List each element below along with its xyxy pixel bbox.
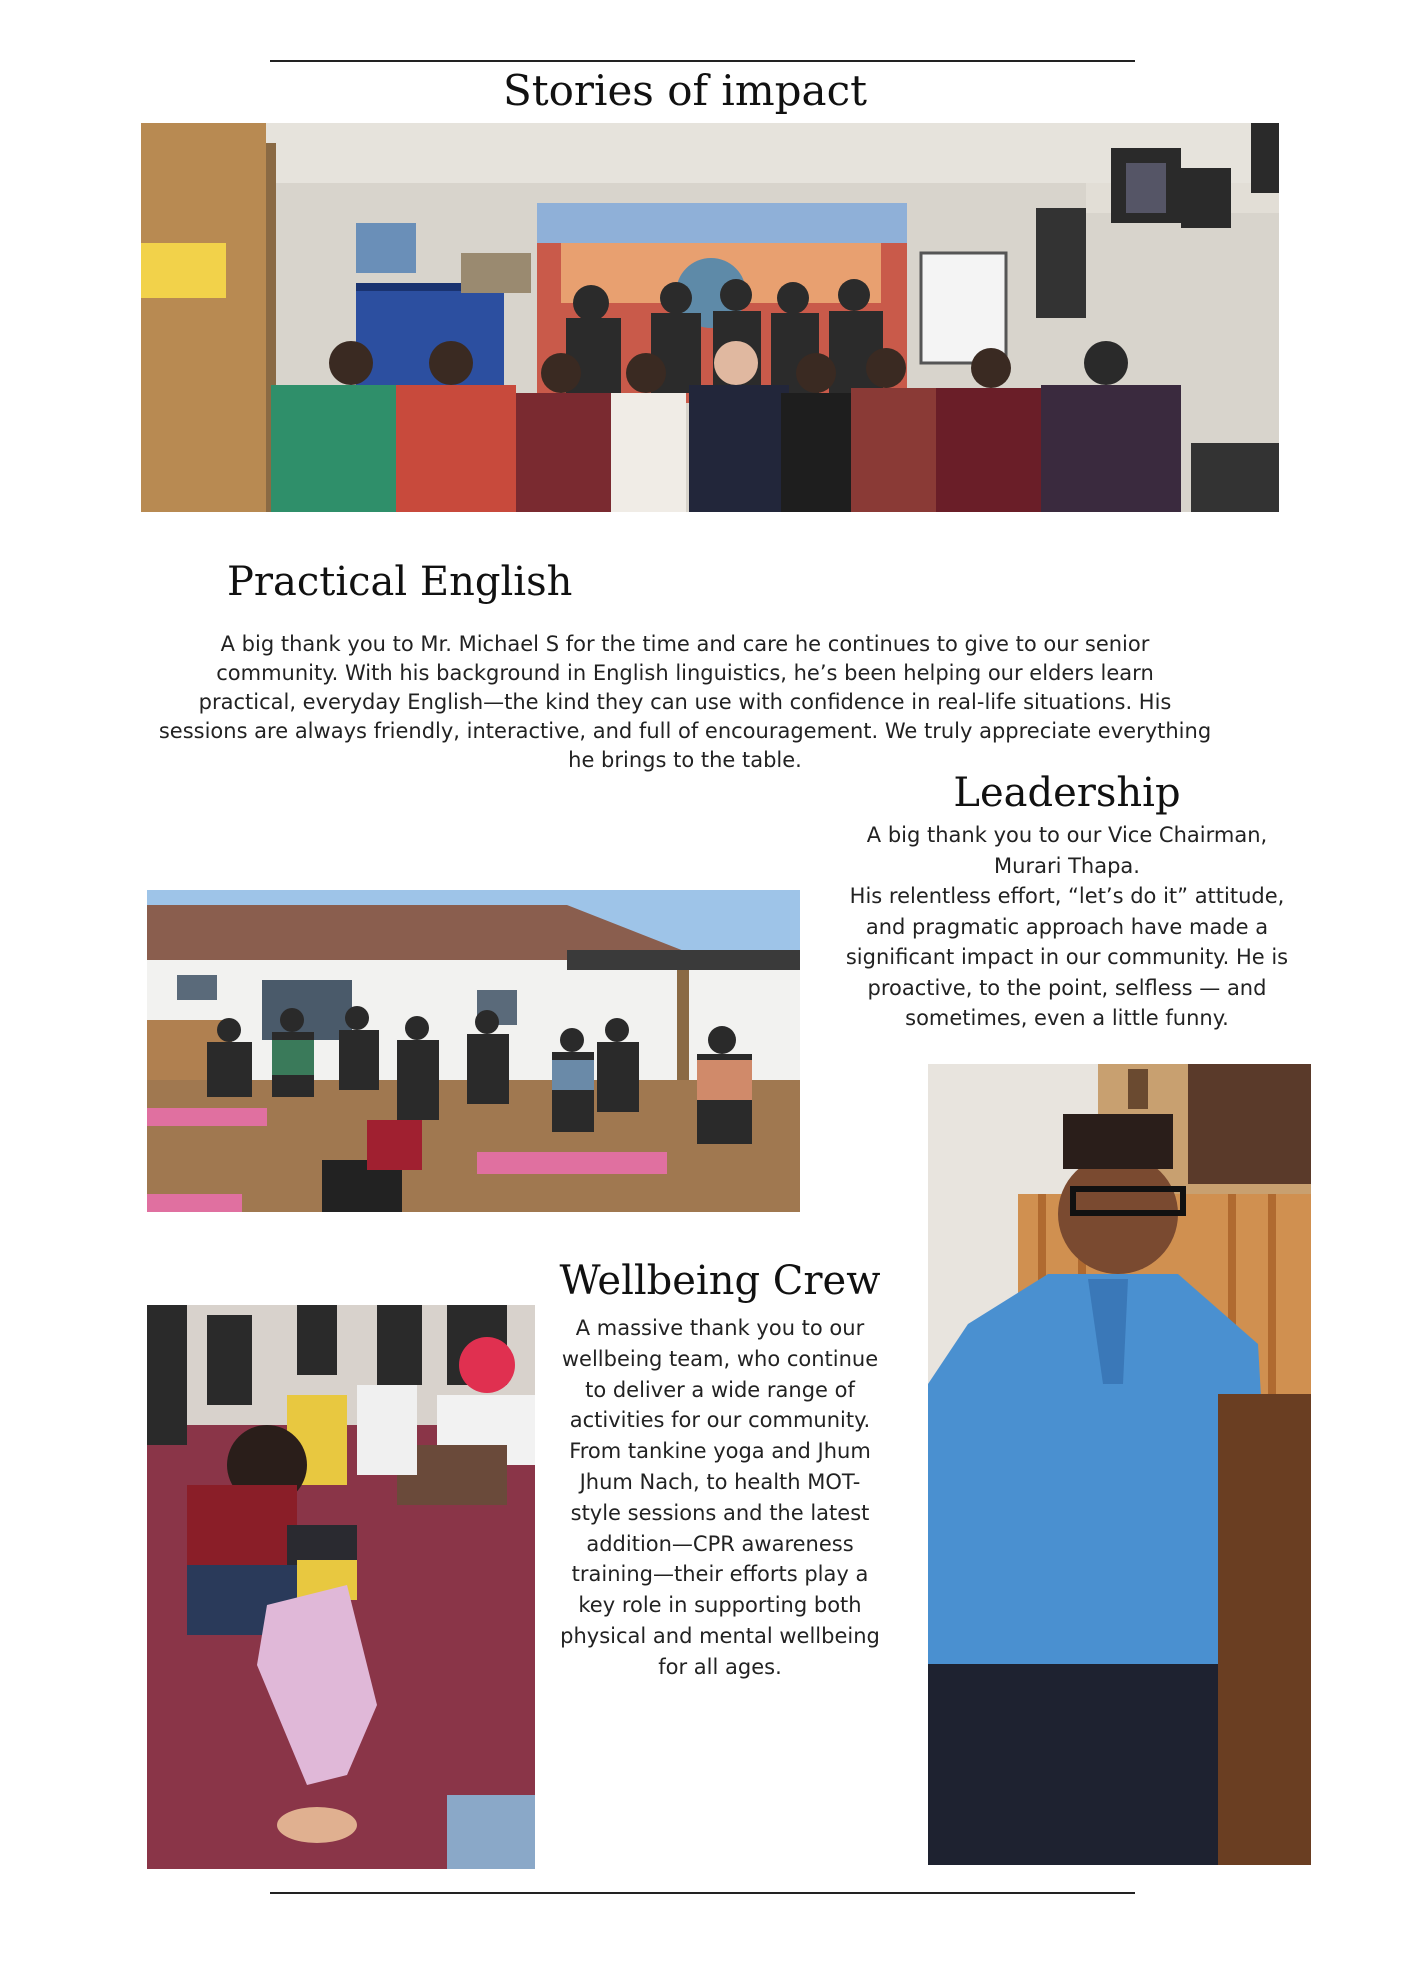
vice-chairman-photo: [928, 1064, 1311, 1865]
text-line: addition—CPR awareness: [586, 1531, 854, 1556]
wellbeing-crew-heading: Wellbeing Crew: [559, 1258, 881, 1304]
cpr-training-photo: [147, 1305, 535, 1869]
wellbeing-crew-text: [540, 1313, 900, 1683]
yoga-photo: [147, 890, 800, 1212]
leadership-heading: Leadership: [953, 770, 1181, 816]
text-line: key role in supporting both: [578, 1593, 862, 1618]
leadership-text: [832, 820, 1302, 1034]
text-line: sometimes, even a little funny.: [905, 1006, 1229, 1030]
text-line: From tankine yoga and Jhum: [569, 1439, 871, 1464]
text-line: to deliver a wide range of: [585, 1377, 855, 1402]
text-line: for all ages.: [658, 1654, 782, 1679]
text-line: he brings to the table.: [568, 748, 802, 772]
bottom-divider: [270, 1892, 1135, 1894]
practical-english-heading: Practical English: [227, 559, 573, 605]
text-line: A massive thank you to our: [575, 1316, 865, 1340]
text-line: community. With his background in English linguistics, he’s been helping our elders learn: [216, 661, 1154, 685]
text-line: style sessions and the latest: [570, 1500, 870, 1525]
text-line: A big thank you to our Vice Chairman,: [866, 823, 1268, 847]
top-divider: [270, 60, 1135, 62]
text-line: His relentless effort, “let’s do it” attitude,: [849, 884, 1285, 908]
text-line: proactive, to the point, selfless — and: [867, 975, 1267, 1000]
text-line: physical and mental wellbeing: [560, 1623, 880, 1648]
text-line: wellbeing team, who continue: [561, 1346, 879, 1371]
text-line: significant impact in our community. He is: [845, 945, 1289, 969]
text-line: sessions are always friendly, interactive, and full of encouragement. We truly appreciate everything: [158, 719, 1212, 743]
text-line: training—their efforts play a: [571, 1562, 869, 1587]
text-line: Murari Thapa.: [994, 853, 1140, 878]
text-line: practical, everyday English—the kind they can use with confidence in real-life situations. His: [198, 690, 1172, 714]
text-line: activities for our community.: [569, 1408, 871, 1433]
group-photo: [141, 123, 1279, 512]
text-line: Jhum Nach, to health MOT-: [579, 1469, 861, 1494]
text-line: A big thank you to Mr. Michael S for the time and care he continues to give to our senior: [220, 632, 1150, 656]
practical-english-text: [0, 630, 1370, 775]
text-line: and pragmatic approach have made a: [865, 914, 1269, 939]
page-title: Stories of impact: [503, 66, 867, 115]
